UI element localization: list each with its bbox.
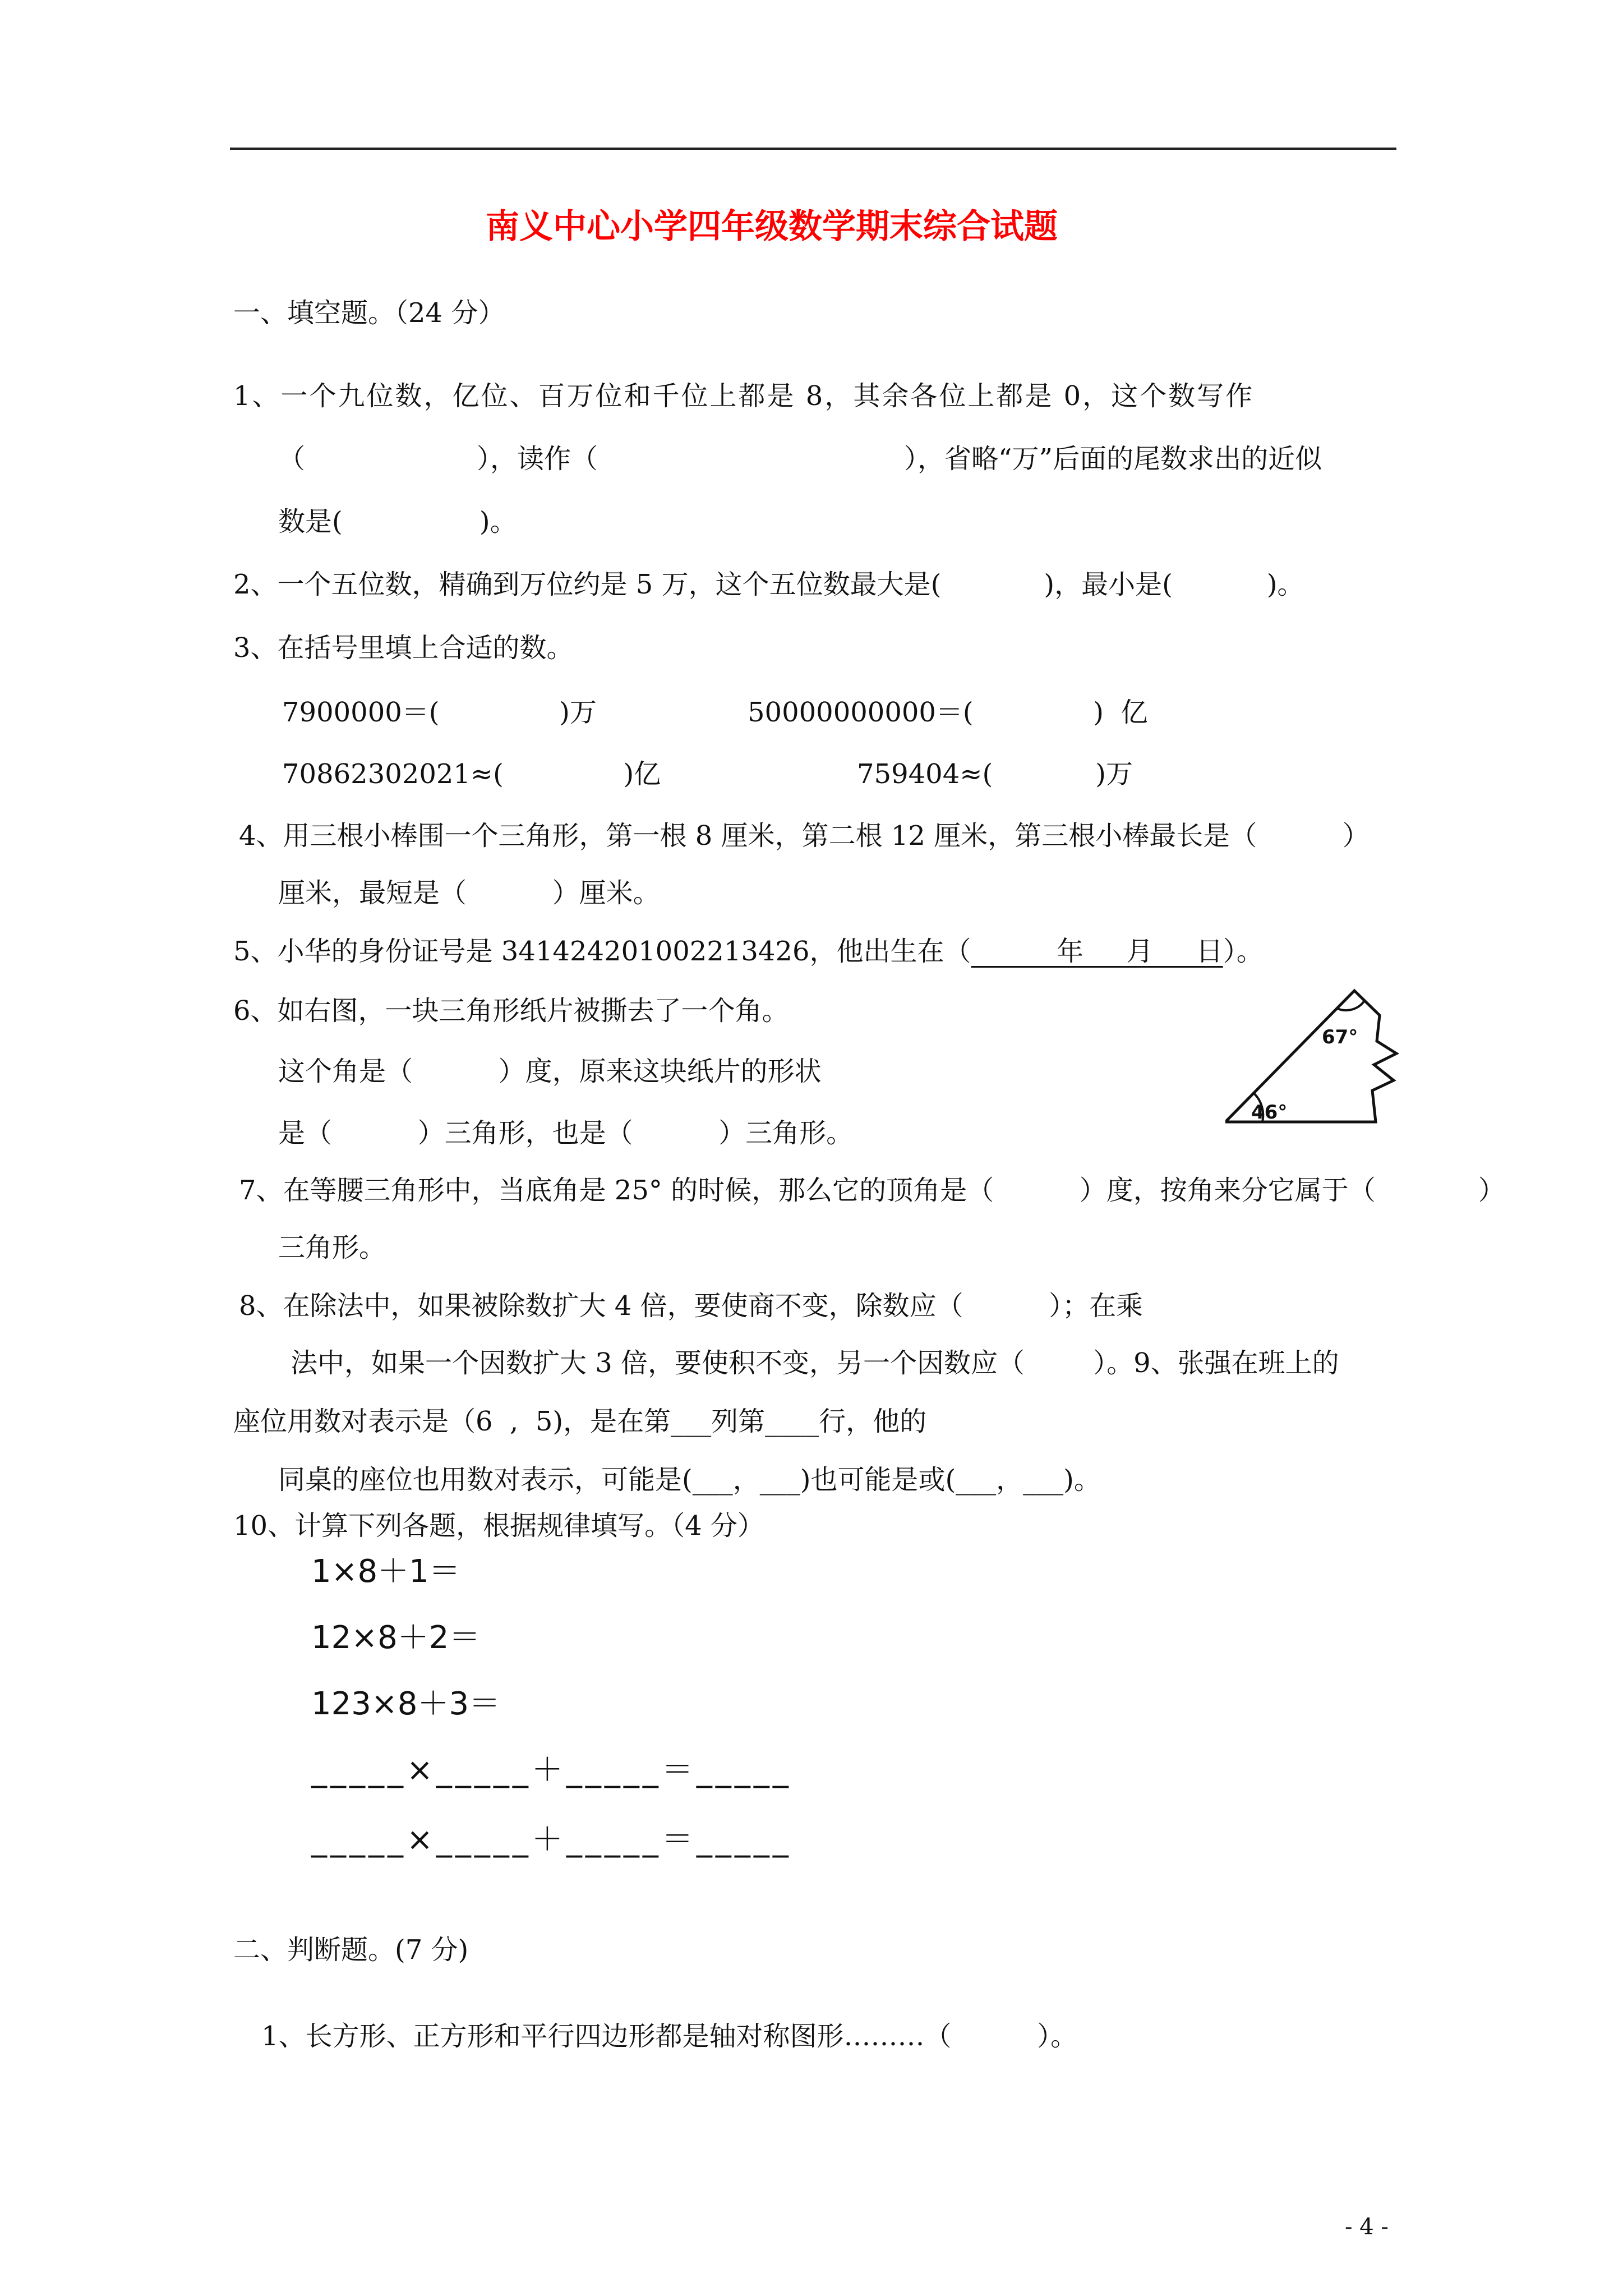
section1-heading: 一、填空题。（24 分） <box>233 297 505 329</box>
q7-line1: 7、在等腰三角形中，当底角是 25° 的时候，那么它的顶角是（ ）度，按角来分它属于（ ） <box>239 1175 1505 1206</box>
q3-item: 50000000000＝( ) 亿 <box>748 697 1148 728</box>
q10-line: 123×8＋3＝ <box>311 1686 501 1722</box>
q4-line1: 4、用三根小棒围一个三角形，第一根 8 厘米，第二根 12 厘米，第三根小棒最长是（ ） <box>239 820 1370 852</box>
page-title: 南义中心小学四年级数学期末综合试题 <box>486 207 1058 246</box>
q1-line2-read: ），读作（ <box>477 443 598 475</box>
angle-label-bottom: 46° <box>1251 1101 1288 1124</box>
q10-blank-line: _____×_____＋_____＝_____ <box>311 1821 792 1858</box>
q6-line2: 这个角是（ ）度，原来这块纸片的形状 <box>278 1056 822 1087</box>
q9-line1: 座位用数对表示是（6 , 5)，是在第___列第____行，他的 <box>233 1406 927 1437</box>
q10-line: 1×8＋1＝ <box>311 1553 460 1590</box>
q4-line2: 厘米，最短是（ ）厘米。 <box>278 877 660 909</box>
q9-line2: 同桌的座位也用数对表示，可能是(___，___)也可能是或(___，___)。 <box>278 1464 1101 1496</box>
header-rule <box>230 148 1396 150</box>
q3-item: 759404≈( )万 <box>857 758 1133 790</box>
q5 <box>233 935 1264 968</box>
q5-before: 5、小华的身份证号是 341424201002213426，他出生在（ <box>233 936 971 967</box>
q5-date-blank: 年 月 日 <box>971 936 1223 967</box>
q8-line1: 8、在除法中，如果被除数扩大 4 倍，要使商不变，除数应（ ）；在乘 <box>239 1290 1144 1322</box>
q1-line3: 数是( )。 <box>278 506 517 537</box>
torn-triangle-figure <box>1225 987 1402 1133</box>
q5-after: ）。 <box>1223 936 1264 967</box>
q10-heading: 10、计算下列各题，根据规律填写。（4 分） <box>233 1510 764 1542</box>
s2-q1: 1、长方形、正方形和平行四边形都是轴对称图形………（ ）。 <box>261 2021 1078 2052</box>
q3-text: 3、在括号里填上合适的数。 <box>233 632 574 664</box>
angle-label-top: 67° <box>1322 1026 1358 1048</box>
q3-item: 7900000＝( )万 <box>282 697 597 728</box>
q6-line3: 是（ ）三角形，也是（ ）三角形。 <box>278 1117 854 1149</box>
q1-line2-open: （ <box>278 443 306 475</box>
q8-line2: 法中，如果一个因数扩大 3 倍，要使积不变，另一个因数应（ ）。9、张强在班上的 <box>291 1347 1339 1379</box>
q10-blank-line: _____×_____＋_____＝_____ <box>311 1752 792 1788</box>
q3-item: 70862302021≈( )亿 <box>282 758 661 790</box>
q10-line: 12×8＋2＝ <box>311 1619 481 1656</box>
q2: 2、一个五位数，精确到万位约是 5 万，这个五位数最大是( )，最小是( )。 <box>233 569 1304 600</box>
page-number: - 4 - <box>1345 2214 1389 2240</box>
section2-heading: 二、判断题。(7 分) <box>233 1934 469 1966</box>
q7-line2: 三角形。 <box>278 1232 386 1263</box>
q6-line1: 6、如右图，一块三角形纸片被撕去了一个角。 <box>233 995 789 1027</box>
q1-line1: 1、一个九位数，亿位、百万位和千位上都是 8，其余各位上都是 0，这个数写作 <box>233 380 1255 412</box>
q1-line2-approx: ），省略“万”后面的尾数求出的近似 <box>904 443 1322 475</box>
